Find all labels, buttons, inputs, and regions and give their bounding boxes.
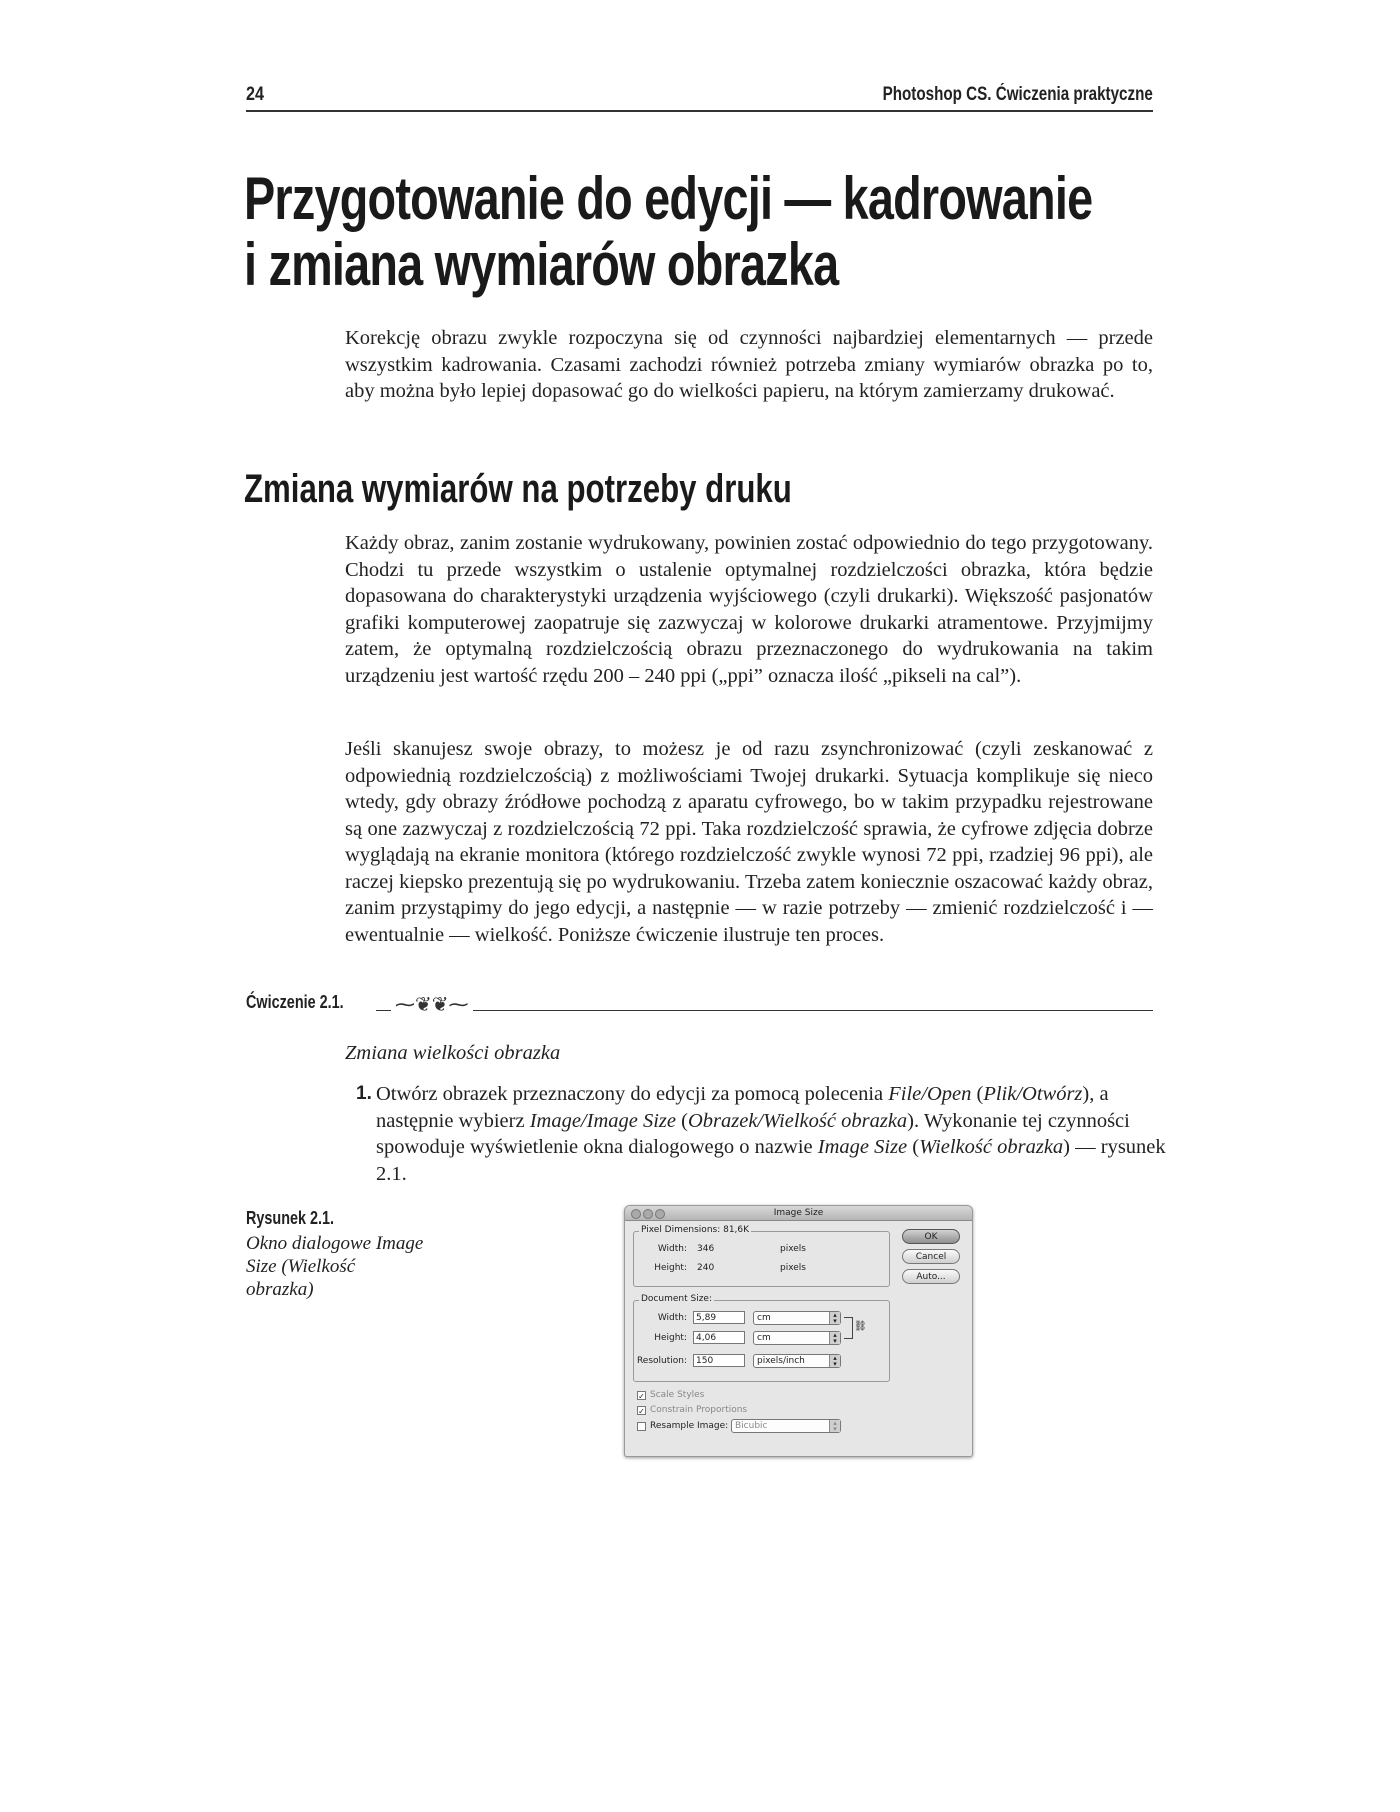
step-text: ). Wykonanie tej czynności spowoduje wyświetlenie okna dialogowego o nazwie [376,1109,1130,1158]
chapter-title-line2: i zmiana wymiarów obrazka [244,231,839,298]
exercise-header [246,992,1153,1018]
exercise-subtitle: Zmiana wielkości obrazka [345,1042,561,1064]
pixel-dimensions-label: Pixel Dimensions: 81,6K [641,1225,750,1235]
dialog-title: Image Size [773,1208,824,1218]
pixel-width-value: 346 [697,1244,715,1254]
chapter-title [244,166,1092,298]
exercise-label: Ćwiczenie 2.1. [246,992,344,1012]
updown-arrow-icon: ▴ ▾ [829,1420,840,1432]
zoom-window-icon[interactable] [655,1209,665,1219]
exercise-rule [376,1010,1153,1011]
step-number: 1. [356,1083,372,1104]
body-paragraph-2: Jeśli skanujesz swoje obrazy, to możesz je od razu zsynchronizować (czyli zeskanować z odpowiednią rozdzielczością) z możliwościami Twojej drukarki. Sytuacja komplikuje się nieco wtedy, gdy obrazy źródłowe pochodzą z aparatu cyfrowego, bo w takim przypadku rejestrowane są one zazwyczaj z rozdzielczością 72 ppi. Taka rozdzielczość sprawia, że cyfrowe zdjęcia dobrze wyglądają na ekranie monitora (którego rozdzielczość zwykle wynosi 72 ppi, rzadziej 96 ppi), ale raczej kiepsko prezentują się po wydrukowaniu. Trzeba zatem koniecznie oszacować każdy obraz, zanim przystąpimy do jego edycji, a następnie — w razie potrzeby — zmienić rozdzielczość i — ewentualnie — wielkość. Poniższe ćwiczenie ilustruje ten proces. [345,738,1153,946]
close-window-icon[interactable] [631,1209,641,1219]
scale-styles-checkbox[interactable]: ✓ [638,1392,645,1401]
pixel-height-unit: pixels [780,1263,806,1273]
chain-link-icon: ⛓ [854,1321,867,1332]
figure-label: Rysunek 2.1. [246,1208,335,1228]
pixel-width-label: Width: [657,1244,687,1254]
doc-width-unit-value: cm [757,1313,771,1323]
pixel-height-label: Height: [654,1263,687,1273]
step-text: ( [971,1083,984,1105]
resolution-label: Resolution: [636,1356,687,1366]
book-title: Photoshop CS. Ćwiczenia praktyczne [882,84,1153,105]
image-size-dialog [624,1205,973,1457]
doc-width-field[interactable]: 5,89 [693,1311,745,1324]
resample-image-label: Resample Image: [650,1421,729,1431]
doc-height-unit-value: cm [757,1333,771,1343]
doc-width-label: Width: [657,1313,687,1323]
menu-path: Image/Image Size [529,1109,677,1132]
dialog-titlebar [625,1206,972,1221]
pixel-dimensions-group [633,1231,890,1287]
menu-path: File/Open [888,1083,972,1105]
chapter-title-line1: Przygotowanie do edycji — kadrowanie [244,165,1093,232]
scale-styles-label: Scale Styles [650,1390,705,1400]
resample-method-value: Bicubic [735,1421,768,1431]
body-paragraph-1: Każdy obraz, zanim zostanie wydrukowany, powinien zostać odpowiednio do tego przygotowany. Chodzi tu przede wszystkim o ustalenie optymalnej rozdzielczości obrazka, która będzie dopasowana do charakterystyki urządzenia wyjściowego (czyli drukarki). Większość pasjonatów grafiki komputerowej zaopatruje się zazwyczaj w kolorowe drukarki atramentowe. Przyjmijmy zatem, że optymalną rozdzielczością obrazu przeznaczonego do wydrukowania na takim urządzeniu jest wartość rzędu 200 – 240 ppi („ppi” oznacza ilość „pikseli na cal”). [345,532,1153,687]
doc-width-unit-select[interactable] [753,1311,841,1325]
dialog-name: Image Size [817,1136,908,1158]
doc-height-label: Height: [654,1333,687,1343]
constrain-proportions-label: Constrain Proportions [650,1405,748,1415]
doc-height-unit-select[interactable] [753,1331,841,1345]
step-text: ( [676,1109,688,1132]
dialog-name: Wielkość obrazka [919,1136,1064,1158]
step-text: ( [907,1136,920,1158]
running-header [246,84,1153,112]
resample-image-checkbox[interactable] [637,1422,646,1431]
updown-arrow-icon: ▴ ▾ [829,1312,840,1324]
document-size-label: Document Size: [641,1294,712,1304]
page-number: 24 [246,84,264,105]
doc-height-field[interactable]: 4,06 [693,1331,745,1344]
link-bracket [844,1317,853,1339]
cancel-button[interactable]: Cancel [902,1249,960,1264]
constrain-proportions-checkbox[interactable]: ✓ [638,1407,645,1416]
minimize-window-icon[interactable] [643,1209,653,1219]
menu-path: Obrazek/Wielkość obrazka [687,1109,908,1132]
step-text: Otwórz obrazek przeznaczony do edycji za pomocą polecenia [376,1083,889,1105]
resample-method-select[interactable] [731,1419,841,1433]
ok-button[interactable]: OK [902,1229,960,1244]
intro-paragraph: Korekcję obrazu zwykle rozpoczyna się od czynności najbardziej elementarnych — przede wszystkim kadrowania. Czasami zachodzi również potrzeba zmiany wymiarów obrazka po to, aby można było lepiej dopasować go do wielkości papieru, na którym zamierzamy drukować. [345,327,1153,402]
step-text: ) — rysunek 2.1. [376,1136,1166,1185]
resolution-unit-select[interactable] [753,1354,841,1368]
resolution-field[interactable]: 150 [693,1354,745,1367]
resolution-unit-value: pixels/inch [757,1356,805,1366]
pixel-height-value: 240 [697,1263,715,1273]
ornament-icon: ⁓❦❦⁓ [391,992,473,1017]
auto-button[interactable]: Auto... [902,1269,960,1284]
section-title: Zmiana wymiarów na potrzeby druku [244,467,792,511]
menu-path: Plik/Otwórz [983,1083,1083,1105]
step-text: ), a następnie wybierz [376,1083,1109,1132]
pixel-width-unit: pixels [780,1244,806,1254]
step-1-text [376,1081,1166,1187]
updown-arrow-icon: ▴ ▾ [829,1332,840,1344]
figure-caption: Okno dialogowe Image Size (Wielkość obrazka) [246,1233,424,1300]
updown-arrow-icon: ▴ ▾ [829,1355,840,1367]
